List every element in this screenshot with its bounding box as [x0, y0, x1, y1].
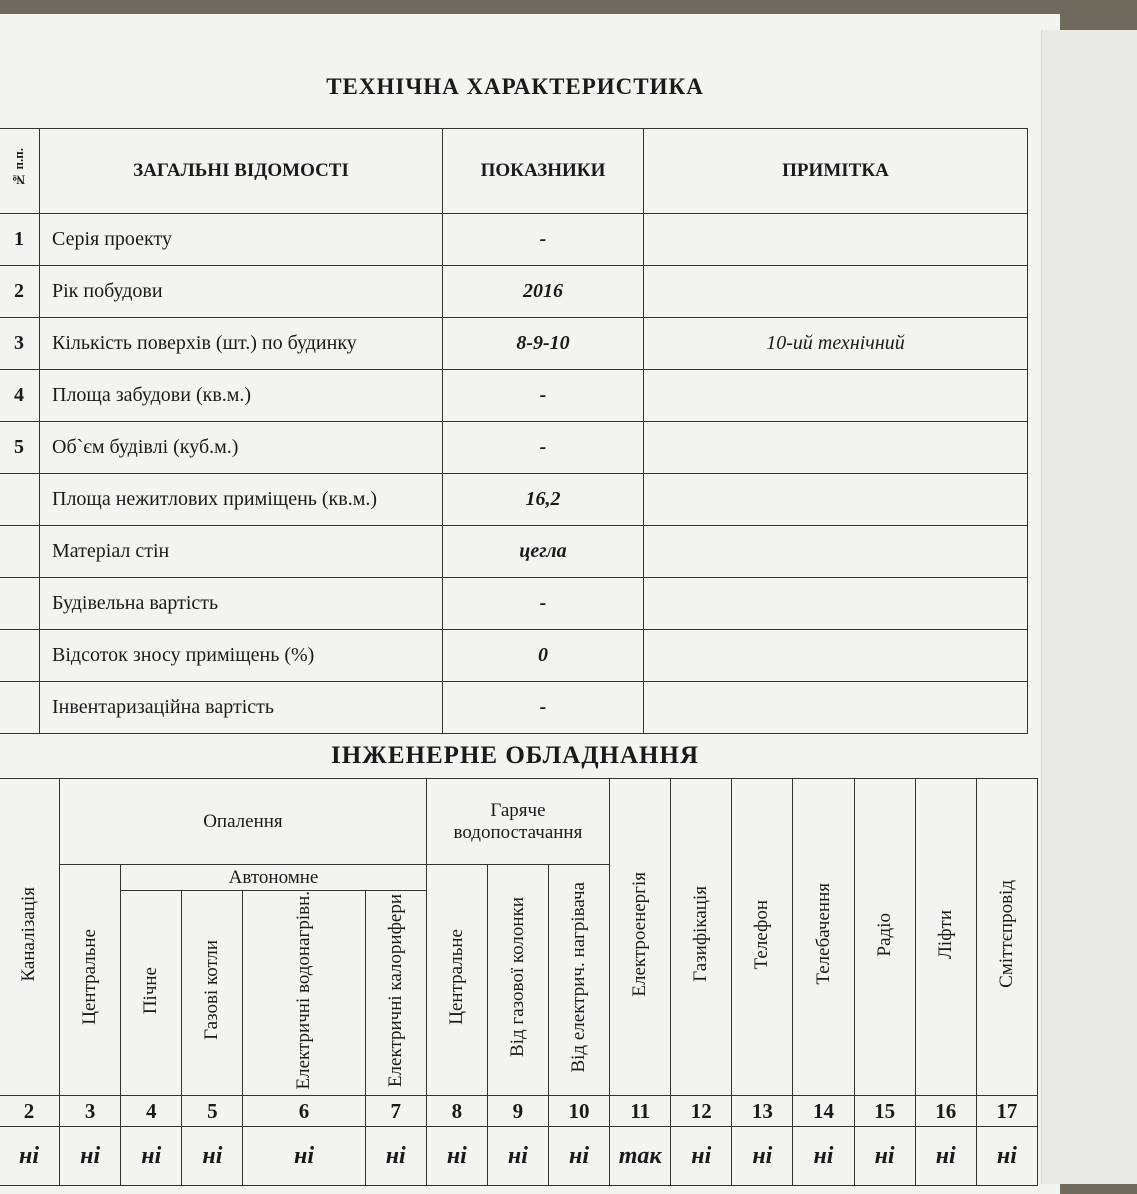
col-header: Центральне [426, 865, 487, 1096]
col-header: Електричні водонагрівн. [243, 891, 365, 1096]
row-value: 0 [443, 630, 644, 682]
col-header: Пічне [121, 891, 182, 1096]
col-header: Електричні калорифери [365, 891, 426, 1096]
col-value: ні [426, 1127, 487, 1186]
col-number: 2 [0, 1096, 60, 1127]
table-row [0, 682, 1028, 734]
row-note [644, 474, 1028, 526]
row-label: Інвентаризаційна вартість [40, 682, 443, 734]
col-number: 4 [121, 1096, 182, 1127]
col-value: ні [487, 1127, 548, 1186]
engineering-table [0, 778, 1038, 1186]
document-title: ТЕХНІЧНА ХАРАКТЕРИСТИКА [326, 74, 704, 99]
col-number: 15 [854, 1096, 915, 1127]
row-value: - [443, 214, 644, 266]
col-number: 12 [671, 1096, 732, 1127]
col-value: ні [732, 1127, 793, 1186]
general-header-row [0, 129, 1028, 214]
col-number: 5 [182, 1096, 243, 1127]
col-header: Каналізація [0, 779, 60, 1096]
col-header: Газифікація [671, 779, 732, 1096]
col-value: ні [793, 1127, 854, 1186]
col-value: ні [548, 1127, 609, 1186]
col-header: Газові котли [182, 891, 243, 1096]
table-row [0, 422, 1028, 474]
col-number: 16 [915, 1096, 976, 1127]
group-header-row [0, 779, 1038, 865]
row-note: 10-ий технічний [644, 318, 1028, 370]
row-value: - [443, 422, 644, 474]
row-number: 2 [0, 266, 40, 318]
col-value: так [610, 1127, 671, 1186]
row-note [644, 526, 1028, 578]
row-value: цегла [443, 526, 644, 578]
col-header: Сміттєпровід [976, 779, 1037, 1096]
col-value: ні [60, 1127, 121, 1186]
row-note [644, 266, 1028, 318]
col-number: 14 [793, 1096, 854, 1127]
row-number [0, 682, 40, 734]
table-row [0, 214, 1028, 266]
header-general-info: ЗАГАЛЬНІ ВІДОМОСТІ [40, 129, 443, 214]
col-number: 8 [426, 1096, 487, 1127]
table-row [0, 266, 1028, 318]
group-hot-water: Гаряче водопостачання [426, 779, 609, 865]
row-value: - [443, 370, 644, 422]
col-header: Центральне [60, 865, 121, 1096]
col-header: Від газової колонки [487, 865, 548, 1096]
row-note [644, 422, 1028, 474]
row-number [0, 630, 40, 682]
row-value: 16,2 [443, 474, 644, 526]
group-heating: Опалення [60, 779, 427, 865]
header-note: ПРИМІТКА [644, 129, 1028, 214]
col-header: Телефон [732, 779, 793, 1096]
col-number: 7 [365, 1096, 426, 1127]
row-number: 1 [0, 214, 40, 266]
row-label: Кількість поверхів (шт.) по будинку [40, 318, 443, 370]
row-note [644, 214, 1028, 266]
table-row [0, 578, 1028, 630]
col-number: 9 [487, 1096, 548, 1127]
header-no: № п.п. [0, 129, 40, 214]
col-number: 11 [610, 1096, 671, 1127]
row-label: Матеріал стін [40, 526, 443, 578]
next-page-edge [1041, 30, 1137, 1184]
row-label: Площа забудови (кв.м.) [40, 370, 443, 422]
table-row [0, 526, 1028, 578]
col-value: ні [915, 1127, 976, 1186]
row-number: 3 [0, 318, 40, 370]
col-value: ні [365, 1127, 426, 1186]
table-row [0, 474, 1028, 526]
col-header: Від електрич. нагрівача [548, 865, 609, 1096]
row-number [0, 578, 40, 630]
col-value: ні [243, 1127, 365, 1186]
row-number: 5 [0, 422, 40, 474]
col-value: ні [121, 1127, 182, 1186]
col-header: Радіо [854, 779, 915, 1096]
group-autonomous: Автономне [121, 865, 427, 891]
col-value: ні [854, 1127, 915, 1186]
row-label: Серія проекту [40, 214, 443, 266]
col-value: ні [976, 1127, 1037, 1186]
column-value-row [0, 1127, 1038, 1186]
row-label: Площа нежитлових приміщень (кв.м.) [40, 474, 443, 526]
column-number-row [0, 1096, 1038, 1127]
row-note [644, 370, 1028, 422]
table-row [0, 370, 1028, 422]
col-number: 3 [60, 1096, 121, 1127]
row-value: - [443, 682, 644, 734]
col-value: ні [0, 1127, 60, 1186]
row-value: 8-9-10 [443, 318, 644, 370]
col-number: 17 [976, 1096, 1037, 1127]
col-value: ні [671, 1127, 732, 1186]
row-label: Будівельна вартість [40, 578, 443, 630]
col-value: ні [182, 1127, 243, 1186]
row-note [644, 630, 1028, 682]
header-values: ПОКАЗНИКИ [443, 129, 644, 214]
row-label: Рік побудови [40, 266, 443, 318]
row-number: 4 [0, 370, 40, 422]
row-value: 2016 [443, 266, 644, 318]
general-info-table [0, 128, 1028, 734]
row-label: Об`єм будівлі (куб.м.) [40, 422, 443, 474]
table-row [0, 630, 1028, 682]
col-header: Електроенергія [610, 779, 671, 1096]
table-row [0, 318, 1028, 370]
engineering-title: ІНЖЕНЕРНЕ ОБЛАДНАННЯ [330, 742, 699, 769]
row-note [644, 578, 1028, 630]
row-number [0, 474, 40, 526]
row-note [644, 682, 1028, 734]
row-number [0, 526, 40, 578]
col-number: 13 [732, 1096, 793, 1127]
row-label: Відсоток зносу приміщень (%) [40, 630, 443, 682]
row-value: - [443, 578, 644, 630]
col-header: Ліфти [915, 779, 976, 1096]
col-number: 6 [243, 1096, 365, 1127]
col-number: 10 [548, 1096, 609, 1127]
col-header: Телебачення [793, 779, 854, 1096]
